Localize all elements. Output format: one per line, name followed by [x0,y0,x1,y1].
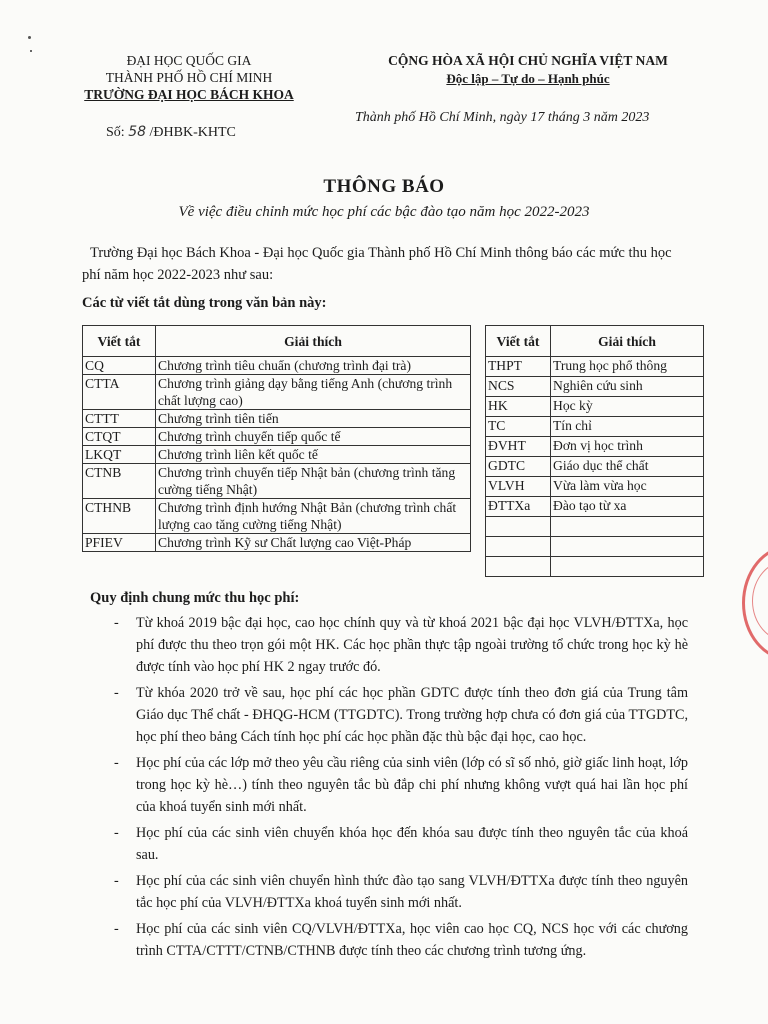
bullet-dash: - [114,825,119,841]
desc-cell: Chương trình Kỹ sư Chất lượng cao Việt-Pháp [156,534,471,552]
table-row [83,534,471,552]
intro-paragraph: Trường Đại học Bách Khoa - Đại học Quốc gia Thành phố Hồ Chí Minh thông báo các mức thu học phí năm học 2022-2023 như sau: [82,245,672,283]
doc-no-suffix: /ĐHBK-KHTC [149,125,236,140]
doc-no-value: 58 [128,124,147,140]
issuer-line-3: TRƯỜNG ĐẠI HỌC BÁCH KHOA [84,87,294,102]
table-row [486,457,704,477]
desc-cell: Chương trình giảng dạy bằng tiếng Anh (chương trình chất lượng cao) [156,375,471,410]
abbreviations-table-2 [485,325,704,577]
table-row [83,446,471,464]
scan-speck [30,50,32,52]
table-row [83,357,471,375]
abbr-cell: PFIEV [83,534,156,552]
desc-cell: Chương trình chuyển tiếp quốc tế [156,428,471,446]
abbr-cell [486,537,551,557]
desc-cell: Chương trình định hướng Nhật Bản (chương trình chất lượng cao tăng cường tiếng Nhật) [156,499,471,534]
table-row [83,464,471,499]
table-header-row [83,326,471,357]
column-header-abbr: Viết tắt [486,326,551,357]
column-header-desc: Giải thích [551,326,704,357]
desc-cell: Đơn vị học trình [551,437,704,457]
desc-cell: Trung học phổ thông [551,357,704,377]
desc-cell: Chương trình tiên tiến [156,410,471,428]
table-row [486,497,704,517]
desc-cell: Tín chỉ [551,417,704,437]
rule-item [106,752,688,818]
nation-line-2: Độc lập – Tự do – Hạnh phúc [446,71,610,86]
abbreviations-table-1 [82,325,471,552]
desc-cell: Vừa làm vừa học [551,477,704,497]
desc-cell: Chương trình liên kết quốc tế [156,446,471,464]
issuer-line-2: THÀNH PHỐ HỒ CHÍ MINH [105,70,273,85]
table-row [486,537,704,557]
desc-cell: Nghiên cứu sinh [551,377,704,397]
rule-text: Từ khoá 2019 bậc đại học, cao học chính quy và từ khoá 2021 bậc đại học VLVH/ĐTTXa, học phí được thu theo trọn gói một HK. Các học phần thực tập ngoài trường tổ chức trong học kỳ hè được tính vào học phí HK 2 ngay trước đó. [136,615,688,675]
table-row [486,357,704,377]
abbr-cell: ĐVHT [486,437,551,457]
rule-text: Học phí của các lớp mở theo yêu cầu riêng của sinh viên (lớp có sĩ số nhỏ, giờ giấc linh hoạt, lớp trong học kỳ hè…) tính theo nguyên tắc bù đắp chi phí nhưng không vượt quá hai lần học phí của khoá tuyển sinh mới nhất. [136,755,688,815]
abbr-cell [486,557,551,577]
abbr-cell: CTQT [83,428,156,446]
nation-line-1: CỘNG HÒA XÃ HỘI CHỦ NGHĨA VIỆT NAM [388,53,668,68]
table-row [486,517,704,537]
desc-cell: Giáo dục thể chất [551,457,704,477]
desc-cell: Chương trình chuyển tiếp Nhật bản (chương trình tăng cường tiếng Nhật) [156,464,471,499]
scan-speck [28,36,31,39]
rule-text: Học phí của các sinh viên CQ/VLVH/ĐTTXa, học viên cao học CQ, NCS học với các chương trình CTTA/CTTT/CTNB/CTHNB được tính theo các chương trình tương ứng. [136,921,688,959]
issuer-block [60,52,318,103]
rule-item [106,918,688,962]
rule-item [106,822,688,866]
table-row [486,437,704,457]
table-row [83,428,471,446]
abbr-cell: THPT [486,357,551,377]
rule-item [106,682,688,748]
column-header-desc: Giải thích [156,326,471,357]
rule-item [106,612,688,678]
document-subtitle: Về việc điều chỉnh mức học phí các bậc đào tạo năm học 2022-2023 [178,204,590,220]
abbr-cell: CTTT [83,410,156,428]
abbr-cell: LKQT [83,446,156,464]
abbr-cell: CTHNB [83,499,156,534]
desc-cell: Đào tạo từ xa [551,497,704,517]
table-header-row [486,326,704,357]
issue-date: Thành phố Hồ Chí Minh, ngày 17 tháng 3 năm 2023 [355,110,650,125]
desc-cell: Chương trình tiêu chuẩn (chương trình đại trà) [156,357,471,375]
table-row [486,557,704,577]
rule-item [106,870,688,914]
column-header-abbr: Viết tắt [83,326,156,357]
abbr-cell: TC [486,417,551,437]
desc-cell [551,517,704,537]
abbr-cell: CTNB [83,464,156,499]
abbr-cell: VLVH [486,477,551,497]
abbr-cell [486,517,551,537]
abbreviations-heading: Các từ viết tắt dùng trong văn bản này: [82,295,327,311]
national-motto-block [348,52,708,88]
bullet-dash: - [114,755,119,771]
issuer-line-1: ĐẠI HỌC QUỐC GIA [126,53,252,68]
table-row [83,410,471,428]
rule-text: Học phí của các sinh viên chuyển hình thức đào tạo sang VLVH/ĐTTXa được tính theo nguyên tắc học phí của VLVH/ĐTTXa khoá tuyển sinh mới nhất. [136,873,688,911]
table-row [486,397,704,417]
rule-text: Học phí của các sinh viên chuyển khóa học đến khóa sau được tính theo nguyên tắc của khoá sau. [136,825,688,863]
desc-cell [551,537,704,557]
rules-list [106,612,688,966]
abbr-cell: HK [486,397,551,417]
table-row [486,417,704,437]
table-row [486,477,704,497]
desc-cell: Học kỳ [551,397,704,417]
desc-cell [551,557,704,577]
rules-heading: Quy định chung mức thu học phí: [90,590,300,606]
bullet-dash: - [114,921,119,937]
bullet-dash: - [114,615,119,631]
document-number [106,124,236,141]
table-row [83,499,471,534]
abbr-cell: ĐTTXa [486,497,551,517]
doc-no-label: Số: [106,125,125,140]
table-row [83,375,471,410]
table-row [486,377,704,397]
bullet-dash: - [114,685,119,701]
abbr-cell: CTTA [83,375,156,410]
bullet-dash: - [114,873,119,889]
abbr-cell: GDTC [486,457,551,477]
abbr-cell: CQ [83,357,156,375]
abbr-cell: NCS [486,377,551,397]
rule-text: Từ khóa 2020 trở về sau, học phí các học phần GDTC được tính theo đơn giá của Trung tâm Giáo dục Thể chất - ĐHQG-HCM (TTGDTC). Trong trường hợp chưa có đơn giá của TTGDTC, học phí theo bảng Cách tính học phí các học phần đặc thù bậc đại học, cao học. [136,685,688,745]
document-title: THÔNG BÁO [323,176,445,197]
